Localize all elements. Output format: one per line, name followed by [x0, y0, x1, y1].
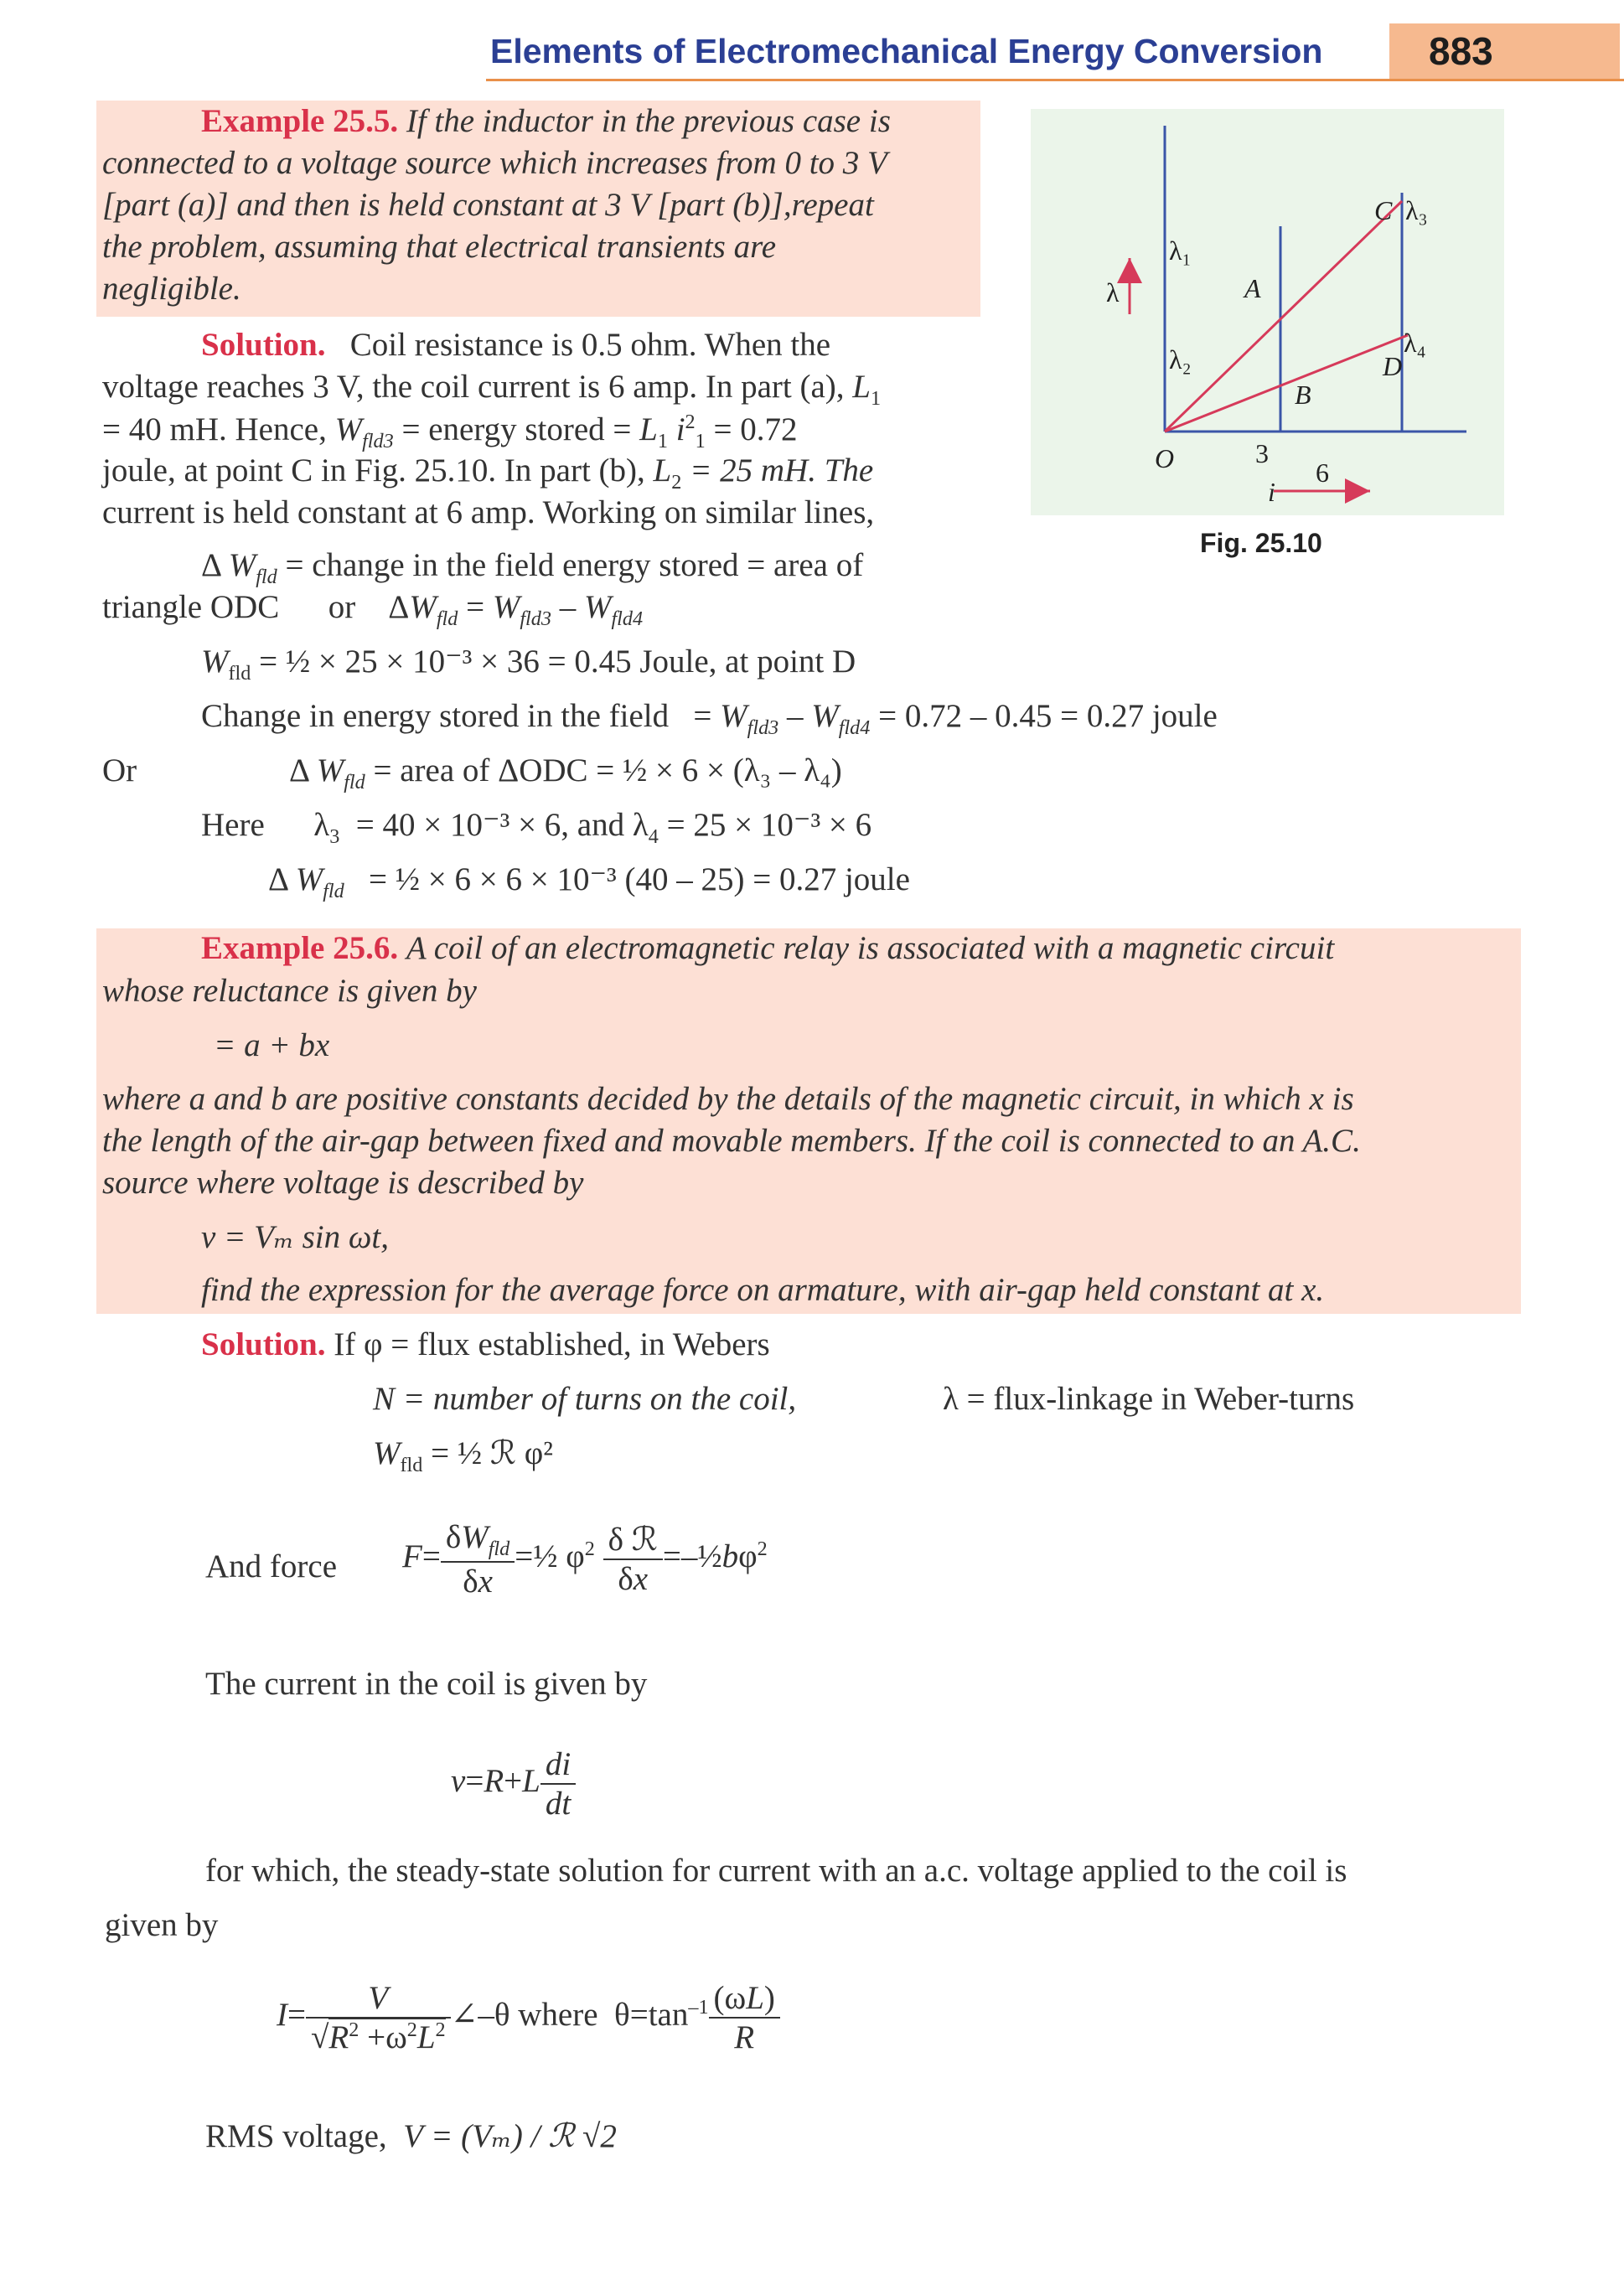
- circuit-equation: v=R+L $\frac{di}{dt}$: [451, 1745, 576, 1822]
- solution-line: $W_{fld}$ = ½ × 25 × 10⁻³ × 36 = 0.45 Joule, at point D: [201, 644, 856, 685]
- voltage-equation: v = Vₘ sin ωt,: [201, 1219, 390, 1255]
- point-D-label: D: [1383, 351, 1403, 381]
- solution-line: Δ $W_{fld}$ = change in the field energy stored = area of: [201, 547, 864, 588]
- example-statement-line: Example 25.6. A coil of an electromagnetic relay is associated with a magnetic circuit: [201, 930, 1335, 966]
- flux-linkage-current-figure: [1031, 109, 1504, 528]
- example-label: Example 25.5.: [201, 103, 399, 139]
- solution-line: Here $\lambda_3 = 40 \times 10^{-3} \times 6$, and $\lambda_4 = 25 \times 10^{-3} \times 6$: [201, 807, 872, 848]
- current-solution-equation: I= $\frac{V}{√R^2 +\omega^2L^2}$ ∠–θ where $\theta=\tan^{-1}$ $\frac{(\omega L)}{R}$: [277, 1979, 780, 2056]
- example-statement-line: [part (a)] and then is held constant at 3 V [part (b)],repeat: [102, 187, 874, 223]
- example-statement-line: Example 25.5. If the inductor in the previous case is: [201, 103, 891, 139]
- tick-3-label: 3: [1255, 438, 1269, 468]
- example-label: Example 25.6.: [201, 930, 399, 966]
- origin-label: O: [1155, 443, 1175, 473]
- lambda2-label: λ₂: [1169, 344, 1192, 375]
- force-equation: F= $\frac{\delta W_{fld}}{\delta x}$ =½ $\varphi^2$ $\frac{\text{δ ℛ}}{\delta x}$ $=-\frac{1}{2}b\varphi^2$: [402, 1519, 768, 1600]
- solution-line: Δ $W_{fld}$ = ½ × 6 × 6 × 10⁻³ (40 – 25) = 0.27 joule: [268, 861, 910, 902]
- example-statement-line: whose reluctance is given by: [102, 973, 477, 1009]
- page-number: 883: [1429, 29, 1493, 73]
- solution-line: for which, the steady-state solution for current with an a.c. voltage applied to the coil is: [205, 1853, 1347, 1889]
- example-statement-line: where a and b are positive constants decided by the details of the magnetic circuit, in which x is: [102, 1081, 1354, 1117]
- solution-line: Solution. Coil resistance is 0.5 ohm. When the: [201, 327, 831, 363]
- solution-label: Solution.: [201, 1326, 326, 1362]
- header-rule: [486, 79, 1624, 81]
- line-L2: [1165, 335, 1408, 432]
- force-label: And force: [205, 1548, 338, 1584]
- solution-line: voltage reaches 3 V, the coil current is 6 amp. In part (a), $L_1$: [102, 369, 882, 410]
- line-L1: [1165, 201, 1402, 432]
- tick-6-label: 6: [1316, 457, 1329, 488]
- region-A-label: A: [1244, 273, 1261, 303]
- example-statement-line: source where voltage is described by: [102, 1165, 584, 1201]
- region-B-label: B: [1295, 380, 1311, 410]
- example-statement-line: negligible.: [102, 271, 241, 307]
- solution-label: Solution.: [201, 327, 326, 363]
- page-number-box: [1389, 23, 1620, 80]
- solution-line: triangle ODC or $\Delta W_{fld} = W_{fld3} - W_{fld4}$: [102, 589, 644, 630]
- lambda3-label: λ₃: [1405, 195, 1428, 225]
- lambda1-label: λ₁: [1169, 235, 1192, 266]
- point-C-label: C: [1374, 195, 1393, 225]
- solution-line: The current in the coil is given by: [205, 1666, 648, 1702]
- example-statement-line: the problem, assuming that electrical transients are: [102, 229, 777, 265]
- running-header-title: Elements of Electromechanical Energy Conversion: [490, 32, 1323, 70]
- solution-line: Change in energy stored in the field = $W_{fld3} - W_{fld4} = 0.72 - 0.45 = 0.27$ joule: [201, 698, 1218, 739]
- example-statement-line: connected to a voltage source which increases from 0 to 3 V: [102, 145, 887, 181]
- solution-line: current is held constant at 6 amp. Working on similar lines,: [102, 494, 875, 530]
- or-label: Or: [102, 752, 137, 788]
- reluctance-equation: = a + bx: [214, 1027, 330, 1063]
- figure-caption: Fig. 25.10: [1200, 528, 1322, 558]
- example-statement-line: the length of the air-gap between fixed and movable members. If the coil is connected to an A.C.: [102, 1123, 1361, 1159]
- example-statement-line: find the expression for the average force on armature, with air-gap held constant at x.: [201, 1272, 1325, 1308]
- field-energy-equation: $W_{fld}$ = ½ ℛ φ²: [373, 1435, 553, 1476]
- solution-line: λ = flux-linkage in Weber-turns: [943, 1381, 1355, 1417]
- lambda-label: λ: [1106, 277, 1120, 308]
- i-label: i: [1268, 477, 1275, 507]
- solution-line: given by: [105, 1907, 219, 1943]
- lambda4-label: λ₄: [1404, 328, 1426, 358]
- solution-line: Solution. If φ = flux established, in Webers: [201, 1326, 770, 1362]
- solution-line: N = number of turns on the coil,: [373, 1381, 797, 1417]
- solution-line: Δ $W_{fld}$ = area of ΔODC = ½ × 6 × (λ₃ – λ₄): [289, 752, 842, 793]
- solution-line: = 40 mH. Hence, $W_{fld3}$ = energy stored = $L_1$ $i^2_1 = 0.72$: [102, 411, 798, 452]
- rms-voltage-line: RMS voltage, V = (Vₘ) / ℛ √2: [205, 2118, 617, 2154]
- solution-line: joule, at point C in Fig. 25.10. In part (b), $L_2 = 25$ mH. The: [102, 452, 874, 494]
